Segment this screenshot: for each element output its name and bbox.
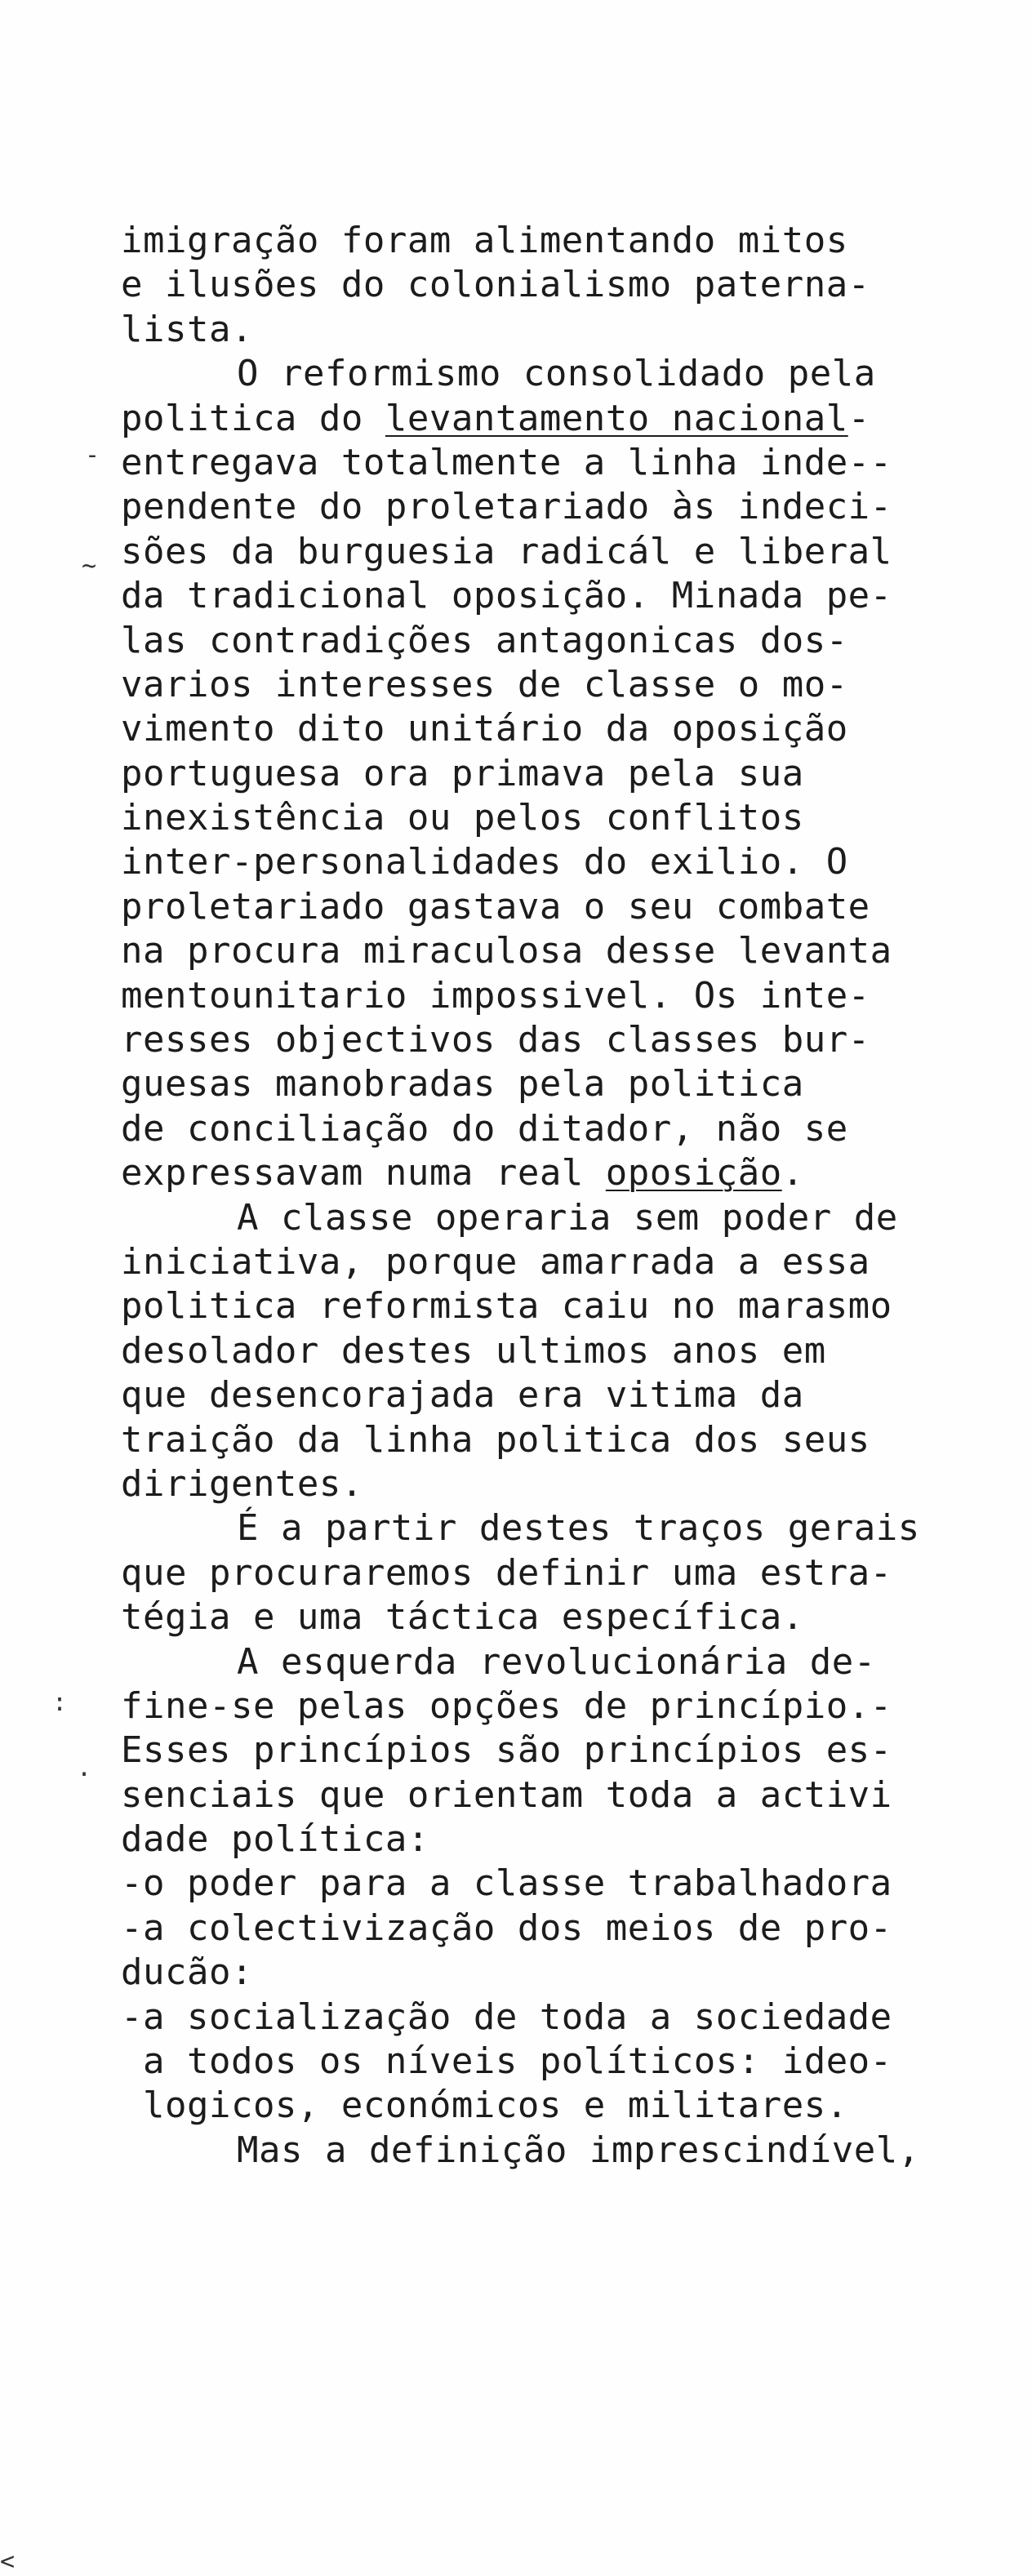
text-line: politica reformista caiu no marasmo xyxy=(121,1285,892,1328)
text-line: Esses princípios são princípios es- xyxy=(121,1729,892,1772)
text-line: portuguesa ora primava pela sua xyxy=(121,752,804,794)
text-line: inexistência ou pelos conflitos xyxy=(121,797,804,839)
text-line: lista. xyxy=(121,308,253,350)
text-line: mentounitario impossivel. Os inte- xyxy=(121,974,870,1017)
text-line: sões da burguesia radicál e liberal xyxy=(121,530,892,572)
text-line: a todos os níveis políticos: ideo- xyxy=(121,2040,892,2083)
margin-mark: - xyxy=(85,441,100,469)
text-line: fine-se pelas opções de princípio.- xyxy=(121,1684,892,1727)
text-line: de conciliação do ditador, não se xyxy=(121,1107,848,1150)
text-line: logicos, económicos e militares. xyxy=(121,2084,848,2127)
typed-text-body xyxy=(121,219,986,2173)
text-line: senciais que orientam toda a activi xyxy=(121,1773,892,1816)
text-line: A classe operaria sem poder de xyxy=(237,1196,898,1239)
text-line: O reformismo consolidado pela xyxy=(237,353,876,395)
text-line: vimento dito unitário da oposição xyxy=(121,708,848,750)
text-line: resses objectivos das classes bur- xyxy=(121,1019,870,1061)
underlined-phrase: levantamento nacional xyxy=(385,397,848,439)
text-line: que procuraremos definir uma estra- xyxy=(121,1551,892,1594)
margin-mark: ~ xyxy=(82,552,97,581)
text-line: imigração foram alimentando mitos xyxy=(121,220,848,261)
margin-mark: < xyxy=(0,2547,16,2576)
text-line: e ilusões do colonialismo paterna- xyxy=(121,264,870,306)
text-line: ducão: xyxy=(121,1951,253,1994)
text-line: inter-personalidades do exilio. O xyxy=(121,841,848,883)
underlined-phrase: oposição xyxy=(605,1152,782,1195)
margin-mark: : xyxy=(52,1688,68,1717)
text-line: desolador destes ultimos anos em xyxy=(121,1329,826,1372)
text-line: iniciativa, porque amarrada a essa xyxy=(121,1240,870,1283)
text-line: varios interesses de classe o mo- xyxy=(121,663,848,705)
text-line: dade política: xyxy=(121,1818,429,1861)
text-line: traição da linha politica dos seus xyxy=(121,1418,870,1461)
text-line: las contradições antagonicas dos- xyxy=(121,619,848,661)
text-line: da tradicional oposição. Minada pe- xyxy=(121,575,892,617)
margin-mark: . xyxy=(77,1754,92,1782)
text-line: entregava totalmente a linha inde-- xyxy=(121,441,892,483)
text-line: guesas manobradas pela politica xyxy=(121,1063,804,1106)
text-line: politica do levantamento nacional- xyxy=(121,397,870,439)
text-line: dirigentes. xyxy=(121,1462,363,1505)
text-line: pendente do proletariado às indeci- xyxy=(121,486,892,528)
text-line: -a socialização de toda a sociedade xyxy=(121,1995,892,2038)
text-line: que desencorajada era vitima da xyxy=(121,1374,804,1417)
text-line: tégia e uma táctica específica. xyxy=(121,1596,804,1639)
text-line: Mas a definição imprescindível, xyxy=(237,2129,920,2171)
text-line: A esquerda revolucionária de- xyxy=(237,1640,876,1683)
text-line: -a colectivização dos meios de pro- xyxy=(121,1906,892,1949)
text-line: É a partir destes traços gerais xyxy=(237,1507,920,1550)
text-line: expressavam numa real oposição. xyxy=(121,1152,804,1195)
text-line: -o poder para a classe trabalhadora xyxy=(121,1862,892,1905)
text-line: na procura miraculosa desse levanta xyxy=(121,930,892,972)
text-line: proletariado gastava o seu combate xyxy=(121,885,870,928)
